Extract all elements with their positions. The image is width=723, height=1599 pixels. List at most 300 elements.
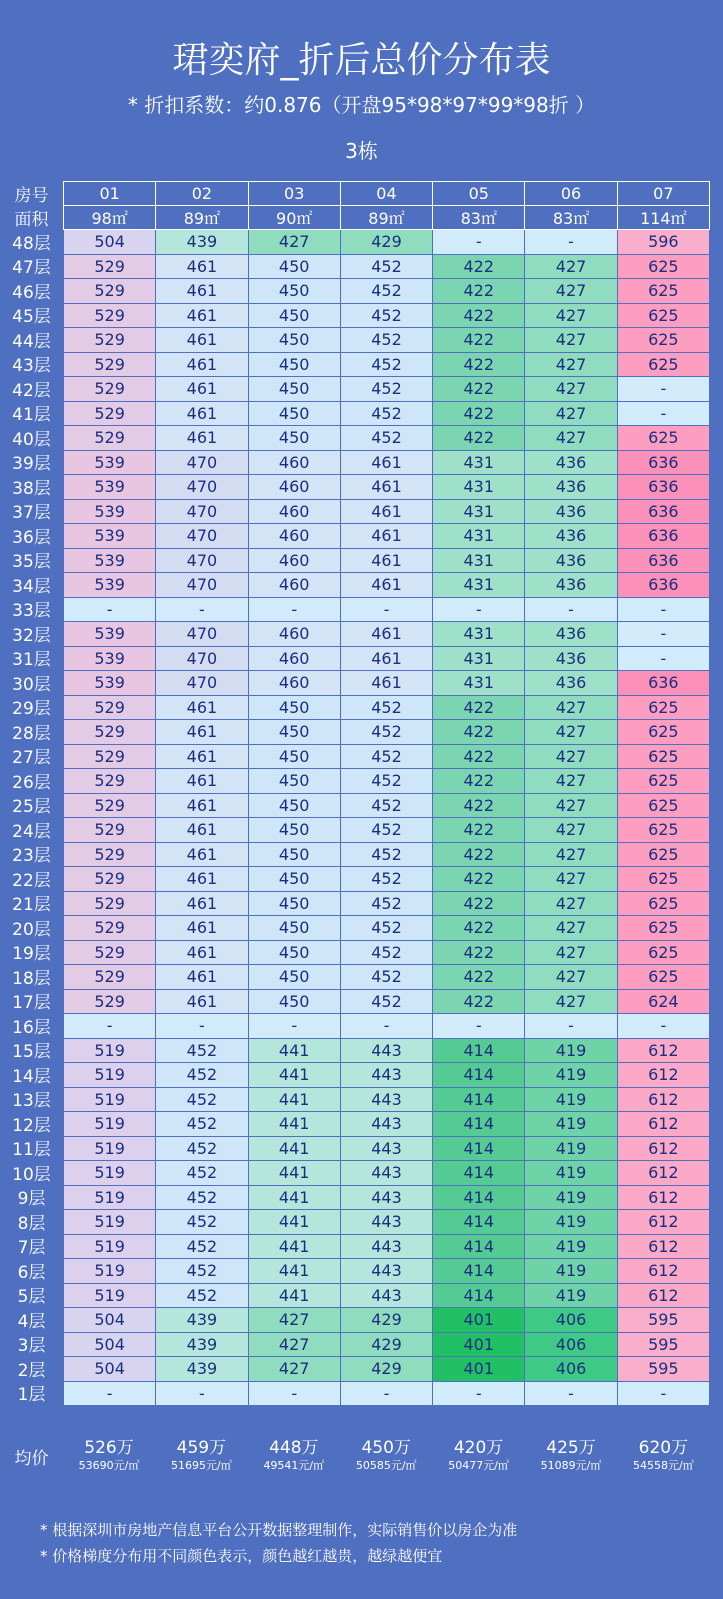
price-cell: 427: [525, 891, 617, 916]
area-row-label: 面积: [14, 209, 49, 230]
price-cell: 419: [525, 1210, 617, 1235]
table-row: [64, 720, 710, 745]
note-color: * 价格梯度分布用不同颜色表示，颜色越红越贵，越绿越便宜: [40, 1547, 443, 1565]
price-cell: 414: [433, 1234, 525, 1259]
price-cell: 443: [340, 1063, 432, 1088]
price-cell: 529: [64, 426, 156, 451]
price-cell: 452: [340, 352, 432, 377]
price-cell: -: [433, 230, 525, 255]
price-cell: 443: [340, 1283, 432, 1308]
price-cell: 422: [433, 769, 525, 794]
floor-label: 48层: [12, 233, 51, 254]
table-row: [64, 744, 710, 769]
floor-label: 8层: [17, 1213, 46, 1234]
price-cell: 427: [525, 254, 617, 279]
price-cell: 612: [617, 1259, 709, 1284]
price-cell: -: [156, 1381, 248, 1406]
price-cell: 612: [617, 1234, 709, 1259]
price-cell: 450: [248, 352, 340, 377]
price-cell: 539: [64, 450, 156, 475]
price-cell: 461: [156, 426, 248, 451]
price-cell: 625: [617, 695, 709, 720]
price-cell: 414: [433, 1087, 525, 1112]
price-cell: 539: [64, 646, 156, 671]
price-cell: 452: [156, 1210, 248, 1235]
price-cell: 470: [156, 646, 248, 671]
table-row: [64, 891, 710, 916]
floor-label: 39层: [12, 454, 51, 475]
price-cell: 419: [525, 1161, 617, 1186]
price-cell: -: [248, 1014, 340, 1039]
price-cell: 470: [156, 524, 248, 549]
floor-label: 21层: [12, 895, 51, 916]
price-cell: 422: [433, 965, 525, 990]
table-row: [64, 1210, 710, 1235]
price-cell: 422: [433, 426, 525, 451]
price-cell: 452: [156, 1136, 248, 1161]
price-cell: 429: [340, 1308, 432, 1333]
table-row: [64, 377, 710, 402]
price-cell: 419: [525, 1063, 617, 1088]
table-row: [64, 426, 710, 451]
price-cell: 461: [156, 793, 248, 818]
price-cell: 625: [617, 940, 709, 965]
price-cell: 529: [64, 769, 156, 794]
price-cell: 450: [248, 744, 340, 769]
floor-label: 45层: [12, 307, 51, 328]
average-total-price: 459万: [176, 1438, 227, 1458]
page-title: 珺奕府_折后总价分布表: [172, 40, 551, 81]
floor-label: 30层: [12, 674, 51, 695]
price-cell: 439: [156, 1308, 248, 1333]
price-cell: 452: [156, 1112, 248, 1137]
price-cell: 406: [525, 1308, 617, 1333]
price-cell: 470: [156, 450, 248, 475]
price-cell: 401: [433, 1308, 525, 1333]
table-row: [64, 1136, 710, 1161]
price-cell: 427: [525, 916, 617, 941]
price-cell: 414: [433, 1210, 525, 1235]
price-cell: 452: [156, 1185, 248, 1210]
price-cell: 406: [525, 1357, 617, 1382]
floor-label: 31层: [12, 650, 51, 671]
price-cell: 431: [433, 524, 525, 549]
price-cell: 436: [525, 671, 617, 696]
floor-label: 10层: [12, 1164, 51, 1185]
price-cell: 441: [248, 1259, 340, 1284]
price-cell: 461: [156, 279, 248, 304]
price-cell: 427: [525, 818, 617, 843]
price-cell: 419: [525, 1136, 617, 1161]
floor-label: 6层: [17, 1262, 46, 1283]
price-cell: 529: [64, 940, 156, 965]
price-cell: 452: [340, 328, 432, 353]
price-cell: -: [617, 401, 709, 426]
price-cell: 414: [433, 1283, 525, 1308]
price-cell: 452: [340, 303, 432, 328]
price-cell: 450: [248, 793, 340, 818]
price-cell: 452: [156, 1063, 248, 1088]
floor-label: 16层: [12, 1017, 51, 1038]
floor-label: 35层: [12, 552, 51, 573]
price-cell: 612: [617, 1087, 709, 1112]
unit-area-header: 83㎡: [525, 206, 617, 230]
floor-label: 22层: [12, 870, 51, 891]
table-row: [64, 352, 710, 377]
price-cell: 422: [433, 744, 525, 769]
unit-area-header: 114㎡: [617, 206, 709, 230]
price-cell: 461: [156, 254, 248, 279]
price-cell: 443: [340, 1136, 432, 1161]
average-cell: [248, 1438, 340, 1473]
price-cell: 625: [617, 328, 709, 353]
average-unit-price: 51695元/㎡: [171, 1459, 232, 1472]
price-cell: 461: [156, 328, 248, 353]
price-cell: 625: [617, 303, 709, 328]
average-unit-price: 49541元/㎡: [263, 1459, 325, 1472]
price-cell: 419: [525, 1087, 617, 1112]
price-cell: 461: [156, 867, 248, 892]
price-cell: 450: [248, 965, 340, 990]
price-cell: 450: [248, 720, 340, 745]
price-cell: 470: [156, 548, 248, 573]
price-cell: 452: [340, 377, 432, 402]
price-cell: 461: [156, 377, 248, 402]
price-cell: 450: [248, 769, 340, 794]
price-cell: 519: [64, 1210, 156, 1235]
price-cell: 452: [340, 744, 432, 769]
price-cell: 470: [156, 499, 248, 524]
price-cell: 450: [248, 695, 340, 720]
table-row: [64, 842, 710, 867]
price-cell: 436: [525, 573, 617, 598]
price-cell: 612: [617, 1185, 709, 1210]
table-row: [64, 548, 710, 573]
price-cell: 450: [248, 891, 340, 916]
price-cell: 441: [248, 1185, 340, 1210]
average-total-price: 450万: [361, 1438, 411, 1458]
floor-label: 34层: [12, 576, 51, 597]
floor-label: 37层: [12, 503, 51, 524]
price-cell: 529: [64, 818, 156, 843]
price-cell: 427: [525, 769, 617, 794]
price-cell: -: [64, 1381, 156, 1406]
price-cell: 529: [64, 352, 156, 377]
price-cell: 452: [156, 1161, 248, 1186]
price-cell: -: [64, 597, 156, 622]
floor-label: 26层: [12, 772, 51, 793]
price-cell: -: [617, 1014, 709, 1039]
price-cell: 539: [64, 548, 156, 573]
price-cell: 519: [64, 1136, 156, 1161]
price-cell: 461: [156, 891, 248, 916]
unit-number-header: 04: [340, 182, 432, 206]
unit-area-header: 89㎡: [340, 206, 432, 230]
price-cell: 450: [248, 989, 340, 1014]
price-cell: 431: [433, 646, 525, 671]
average-unit-price: 54558元/㎡: [633, 1459, 694, 1472]
price-cell: 414: [433, 1161, 525, 1186]
price-cell: 450: [248, 254, 340, 279]
floor-label: 24层: [12, 821, 51, 842]
price-cell: 452: [156, 1234, 248, 1259]
price-cell: 529: [64, 891, 156, 916]
price-cell: 401: [433, 1357, 525, 1382]
price-cell: -: [617, 377, 709, 402]
price-cell: 529: [64, 965, 156, 990]
price-cell: 450: [248, 401, 340, 426]
building-label: 3栋: [345, 139, 378, 163]
price-cell: 422: [433, 842, 525, 867]
floor-label: 9层: [17, 1189, 46, 1210]
price-cell: 460: [248, 499, 340, 524]
note-source: * 根据深圳市房地产信息平台公开数据整理制作，实际销售价以房企为准: [40, 1521, 518, 1539]
table-row: [64, 401, 710, 426]
price-cell: 441: [248, 1210, 340, 1235]
average-unit-price: 51089元/㎡: [540, 1459, 602, 1472]
price-cell: 429: [340, 230, 432, 255]
price-cell: 625: [617, 279, 709, 304]
floor-label: 3层: [17, 1336, 46, 1357]
price-cell: 612: [617, 1283, 709, 1308]
price-cell: 519: [64, 1185, 156, 1210]
price-cell: 461: [156, 695, 248, 720]
unit-number-header: 07: [617, 182, 709, 206]
unit-area-header-row: [64, 206, 710, 230]
price-cell: 414: [433, 1185, 525, 1210]
price-cell: 452: [340, 891, 432, 916]
unit-number-header: 05: [433, 182, 525, 206]
floor-label: 47层: [12, 258, 51, 279]
floor-label: 32层: [12, 625, 51, 646]
price-cell: 529: [64, 279, 156, 304]
price-cell: 460: [248, 475, 340, 500]
price-cell: 431: [433, 499, 525, 524]
price-cell: 439: [156, 1357, 248, 1382]
table-row: [64, 1161, 710, 1186]
price-cell: 636: [617, 450, 709, 475]
price-cell: 422: [433, 352, 525, 377]
price-cell: 460: [248, 573, 340, 598]
price-cell: 596: [617, 230, 709, 255]
price-cell: 441: [248, 1234, 340, 1259]
table-row: [64, 1381, 710, 1406]
price-cell: 443: [340, 1112, 432, 1137]
price-cell: 450: [248, 328, 340, 353]
price-cell: 429: [340, 1357, 432, 1382]
price-cell: 461: [340, 671, 432, 696]
discount-subtitle: * 折扣系数：约0.876（开盘95*98*97*99*98折 ）: [127, 93, 596, 117]
price-cell: 470: [156, 573, 248, 598]
price-cell: 612: [617, 1136, 709, 1161]
price-cell: 595: [617, 1332, 709, 1357]
price-cell: -: [525, 1381, 617, 1406]
price-cell: 625: [617, 891, 709, 916]
table-row: [64, 989, 710, 1014]
price-cell: 436: [525, 548, 617, 573]
price-cell: 422: [433, 793, 525, 818]
price-cell: 443: [340, 1161, 432, 1186]
price-cell: 443: [340, 1234, 432, 1259]
unit-area-header: 90㎡: [248, 206, 340, 230]
floor-label: 2层: [17, 1360, 46, 1381]
price-cell: 452: [156, 1283, 248, 1308]
table-row: [64, 916, 710, 941]
price-cell: -: [340, 1014, 432, 1039]
price-cell: 427: [525, 279, 617, 304]
price-cell: 441: [248, 1283, 340, 1308]
price-cell: 461: [156, 744, 248, 769]
price-cell: 529: [64, 377, 156, 402]
price-cell: 529: [64, 401, 156, 426]
price-cell: 452: [340, 426, 432, 451]
price-table: [63, 181, 710, 1406]
price-cell: 461: [156, 842, 248, 867]
average-total-price: 425万: [546, 1438, 596, 1458]
price-cell: 443: [340, 1185, 432, 1210]
price-cell: 414: [433, 1063, 525, 1088]
price-cell: 625: [617, 720, 709, 745]
table-row: [64, 450, 710, 475]
price-cell: 419: [525, 1283, 617, 1308]
price-cell: 461: [340, 524, 432, 549]
price-cell: -: [433, 1014, 525, 1039]
floor-label: 12层: [12, 1115, 51, 1136]
price-cell: 436: [525, 450, 617, 475]
table-row: [64, 695, 710, 720]
average-label: 均价: [14, 1448, 49, 1469]
unit-area-header: 83㎡: [433, 206, 525, 230]
price-cell: -: [156, 597, 248, 622]
price-cell: 452: [156, 1087, 248, 1112]
price-cell: 461: [156, 352, 248, 377]
price-cell: 422: [433, 916, 525, 941]
price-cell: 460: [248, 548, 340, 573]
price-cell: 460: [248, 622, 340, 647]
floor-label: 46层: [12, 282, 51, 303]
price-cell: 419: [525, 1259, 617, 1284]
price-cell: 461: [340, 499, 432, 524]
price-cell: 539: [64, 524, 156, 549]
unit-number-header: 03: [248, 182, 340, 206]
table-row: [64, 1112, 710, 1137]
table-row: [64, 1234, 710, 1259]
price-cell: 461: [340, 548, 432, 573]
table-row: [64, 671, 710, 696]
price-cell: 427: [525, 303, 617, 328]
price-cell: 461: [156, 989, 248, 1014]
average-unit-price: 53690元/㎡: [78, 1459, 140, 1472]
price-cell: 422: [433, 279, 525, 304]
price-cell: 461: [340, 475, 432, 500]
price-cell: 422: [433, 940, 525, 965]
price-cell: 443: [340, 1210, 432, 1235]
price-cell: 595: [617, 1357, 709, 1382]
price-cell: 452: [340, 769, 432, 794]
price-cell: 636: [617, 548, 709, 573]
price-cell: 461: [156, 940, 248, 965]
price-cell: 439: [156, 230, 248, 255]
price-cell: 539: [64, 475, 156, 500]
table-row: [64, 1283, 710, 1308]
price-cell: 595: [617, 1308, 709, 1333]
price-cell: 461: [156, 769, 248, 794]
price-cell: 443: [340, 1087, 432, 1112]
price-cell: -: [433, 1381, 525, 1406]
price-cell: 422: [433, 891, 525, 916]
price-cell: 539: [64, 573, 156, 598]
floor-label: 44层: [12, 331, 51, 352]
price-cell: 427: [525, 940, 617, 965]
price-cell: 431: [433, 622, 525, 647]
price-cell: 419: [525, 1038, 617, 1063]
price-cell: 504: [64, 230, 156, 255]
price-cell: 460: [248, 646, 340, 671]
price-cell: 529: [64, 793, 156, 818]
price-cell: 450: [248, 818, 340, 843]
price-cell: 636: [617, 524, 709, 549]
floor-label: 20层: [12, 919, 51, 940]
floor-label: 5层: [17, 1287, 46, 1308]
price-cell: 441: [248, 1136, 340, 1161]
price-cell: 422: [433, 720, 525, 745]
floor-label: 38层: [12, 478, 51, 499]
price-cell: 427: [525, 842, 617, 867]
table-row: [64, 769, 710, 794]
price-cell: 422: [433, 254, 525, 279]
table-row: [64, 1332, 710, 1357]
table-row: [64, 303, 710, 328]
price-cell: 625: [617, 352, 709, 377]
floor-label: 28层: [12, 723, 51, 744]
price-cell: 461: [156, 818, 248, 843]
price-cell: -: [340, 597, 432, 622]
price-cell: -: [617, 622, 709, 647]
floor-label: 15层: [12, 1042, 51, 1063]
price-cell: 436: [525, 499, 617, 524]
price-cell: 401: [433, 1332, 525, 1357]
price-cell: 443: [340, 1038, 432, 1063]
price-cell: 431: [433, 671, 525, 696]
average-total-price: 620万: [638, 1438, 689, 1458]
price-cell: 436: [525, 646, 617, 671]
price-cell: 427: [525, 965, 617, 990]
price-cell: 427: [248, 230, 340, 255]
table-row: [64, 793, 710, 818]
price-cell: 470: [156, 475, 248, 500]
floor-label: 42层: [12, 380, 51, 401]
table-row: [64, 254, 710, 279]
price-cell: 422: [433, 695, 525, 720]
price-cell: 529: [64, 867, 156, 892]
price-cell: 427: [525, 352, 617, 377]
price-cell: -: [248, 597, 340, 622]
price-cell: 461: [340, 573, 432, 598]
price-cell: 460: [248, 524, 340, 549]
price-cell: 427: [525, 867, 617, 892]
price-cell: 461: [340, 646, 432, 671]
price-cell: 624: [617, 989, 709, 1014]
price-cell: 529: [64, 842, 156, 867]
price-cell: 450: [248, 842, 340, 867]
price-cell: 625: [617, 842, 709, 867]
price-cell: 529: [64, 989, 156, 1014]
table-row: [64, 1014, 710, 1039]
average-cell: [433, 1438, 525, 1473]
average-cell: [525, 1438, 617, 1473]
table-row: [64, 597, 710, 622]
table-row: [64, 279, 710, 304]
